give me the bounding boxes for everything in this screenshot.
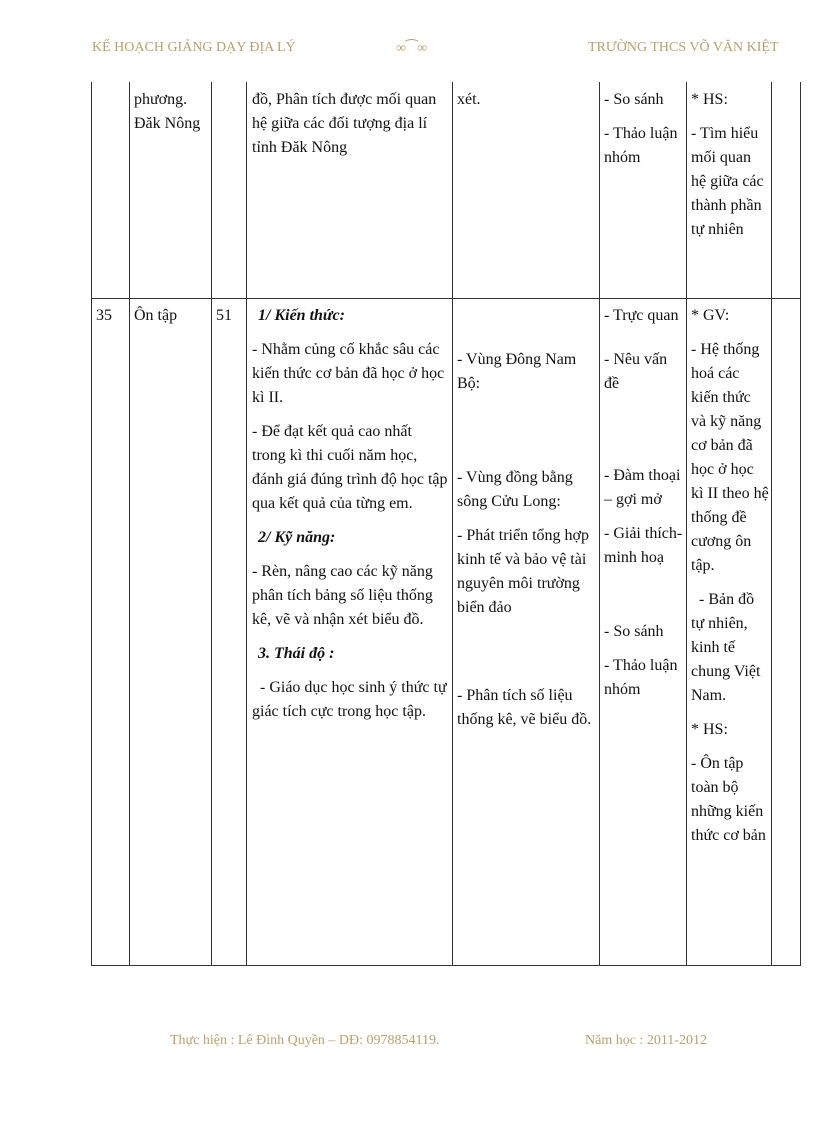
skills-heading: 2/ Kỹ năng: [258,529,336,546]
activity-item: - Ôn tập toàn bộ những kiến thức cơ bản [691,755,766,844]
col-border [211,82,212,966]
attitude-item: - Giáo dục học sinh ý thức tự giác tích cực trong học tập. [252,679,447,720]
header-ornament: ∞⁀∞ [396,41,428,56]
content-item: - Vùng đồng bằng sông Cửu Long: [457,469,573,510]
row-divider [91,298,801,299]
row2-activities [691,304,769,848]
table-bottom-border [91,965,801,966]
row2-objectives [252,304,448,724]
row2-topic: Ôn tập [134,307,178,324]
method-item: - Thảo luận nhóm [604,657,678,698]
method-item: - Nêu vấn đề [604,351,668,392]
header-right: TRƯỜNG THCS VÕ VĂN KIỆT [588,40,779,55]
activity-item: - Hệ thống hoá các kiến thức và kỹ năng cơ bản đã học ở học kì II theo hệ thống đề cương ôn tập. [691,341,769,574]
footer-left: Thực hiện : Lê Đình Quyền – DĐ: 0978854119. [170,1033,440,1048]
row1-content: xét. [457,91,481,108]
header-left: KẾ HOẠCH GIẢNG DẠY ĐỊA LÝ [92,40,296,55]
method-item: - So sánh [604,623,664,640]
method-item: - Trực quan [604,307,679,324]
row1-objective: đồ, Phân tích được mối quan hệ giữa các đối tượng địa lí tỉnh Đăk Nông [252,91,437,156]
row2-methods [604,304,686,702]
knowledge-item: - Để đạt kết quả cao nhất trong kì thi cuối năm học, đánh giá đúng trình độ học tập qua kết quả của từng em. [252,423,448,512]
knowledge-heading: 1/ Kiến thức: [258,307,345,324]
activity-item: * GV: [691,307,730,324]
activity-item: - Bản đồ tự nhiên, kinh tế chung Việt Nam. [691,591,761,704]
row1-topic: phương. Đăk Nông [134,91,201,132]
col-border [129,82,130,966]
knowledge-item: - Nhằm củng cố khắc sâu các kiến thức cơ bản đã học ở học kì II. [252,341,445,406]
footer-right: Năm học : 2011-2012 [585,1033,707,1048]
method-item: - Giải thích- minh hoạ [604,525,683,566]
activity-item: * HS: [691,721,728,738]
col-border [599,82,600,966]
col-border [686,82,687,966]
row2-week: 35 [96,307,112,324]
content-item: - Vùng Đông Nam Bộ: [457,351,577,392]
col-border [800,82,801,966]
activity-item: * HS: [691,91,728,108]
method-item: - So sánh [604,91,664,108]
row1-methods [604,88,684,170]
col-border [246,82,247,966]
method-item: - Đàm thoại – gợi mở [604,467,681,508]
content-item: - Phân tích số liệu thống kê, vẽ biểu đồ. [457,687,592,728]
skills-item: - Rèn, nâng cao các kỹ năng phân tích bảng số liệu thống kê, vẽ và nhận xét biểu đồ. [252,563,433,628]
row2-lesson: 51 [216,307,232,324]
method-item: - Thảo luận nhóm [604,125,678,166]
content-item: - Phát triển tổng hợp kinh tế và bảo vệ tài nguyên môi trường biển đảo [457,527,589,616]
row1-activities [691,88,769,242]
attitude-heading: 3. Thái độ : [258,645,335,662]
col-border [91,82,92,966]
col-border [452,82,453,966]
activity-item: - Tìm hiểu mối quan hệ giữa các thành phần tự nhiên [691,125,764,238]
col-border [771,82,772,966]
row2-content [457,348,599,732]
